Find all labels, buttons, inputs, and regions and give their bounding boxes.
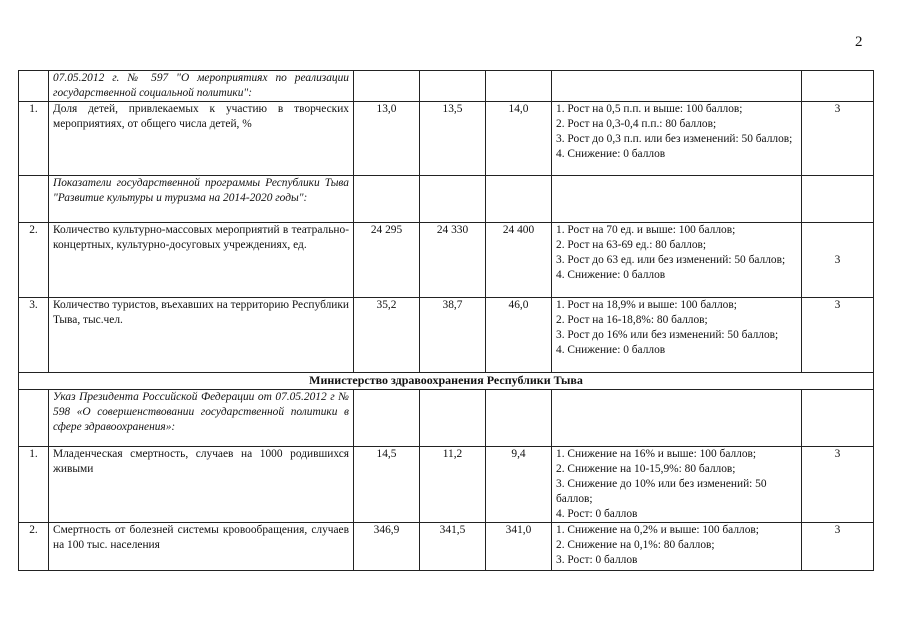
score-cell: 3: [802, 523, 874, 571]
table-row: [19, 223, 874, 298]
value-cell: [420, 390, 486, 447]
criterion-line: 2. Снижение на 10-15,9%: 80 баллов;: [556, 463, 736, 475]
criterion-line: 4. Рост: 0 баллов: [556, 508, 638, 520]
value-year-3: 341,0: [486, 523, 552, 571]
criteria-cell: [552, 223, 802, 298]
value-cell: [354, 390, 420, 447]
value-year-2: 341,5: [420, 523, 486, 571]
criterion-line: 3. Рост: 0 баллов: [556, 554, 638, 566]
indicator-name: Младенческая смертность, случаев на 1000 родившихся живыми: [49, 447, 354, 523]
criteria-cell: [552, 523, 802, 571]
value-year-3: 24 400: [486, 223, 552, 298]
value-cell: [420, 176, 486, 223]
value-year-2: 38,7: [420, 298, 486, 373]
row-number: [19, 390, 49, 447]
row-number: 1.: [19, 447, 49, 523]
header-row: [19, 176, 874, 223]
header-row: [19, 390, 874, 447]
score-cell: [802, 390, 874, 447]
criterion-line: 4. Снижение: 0 баллов: [556, 269, 666, 281]
table-row: [19, 523, 874, 571]
score-cell: 3: [802, 102, 874, 176]
value-year-2: 24 330: [420, 223, 486, 298]
row-number: [19, 71, 49, 102]
section-row: [19, 373, 874, 390]
value-year-1: 13,0: [354, 102, 420, 176]
value-cell: [486, 176, 552, 223]
table-row: [19, 102, 874, 176]
value-cell: [354, 176, 420, 223]
value-year-3: 46,0: [486, 298, 552, 373]
indicators-table: [18, 70, 874, 571]
criterion-line: 3. Рост до 63 ед. или без изменений: 50 баллов;: [556, 254, 786, 266]
page-number: 2: [855, 34, 863, 50]
criterion-line: 2. Рост на 16-18,8%: 80 баллов;: [556, 314, 708, 326]
criteria-cell: [552, 447, 802, 523]
row-number: 2.: [19, 223, 49, 298]
row-number: 1.: [19, 102, 49, 176]
criterion-line: 1. Снижение на 16% и выше: 100 баллов;: [556, 448, 757, 460]
criterion-line: 3. Снижение до 10% или без изменений: 50 баллов;: [556, 478, 767, 505]
value-year-1: 24 295: [354, 223, 420, 298]
criterion-line: 4. Снижение: 0 баллов: [556, 148, 666, 160]
indicator-name: Доля детей, привлекаемых к участию в творческих мероприятиях, от общего числа детей, %: [49, 102, 354, 176]
criterion-line: 1. Снижение на 0,2% и выше: 100 баллов;: [556, 524, 759, 536]
criterion-line: 3. Рост до 16% или без изменений: 50 баллов;: [556, 329, 779, 341]
value-year-1: 14,5: [354, 447, 420, 523]
value-year-2: 11,2: [420, 447, 486, 523]
value-year-2: 13,5: [420, 102, 486, 176]
criteria-cell: [552, 176, 802, 223]
score-cell: 3: [802, 447, 874, 523]
value-cell: [486, 390, 552, 447]
group-header-text: Показатели государственной программы Республики Тыва "Развитие культуры и туризма на 2014-2020 годы":: [49, 176, 354, 223]
value-year-3: 9,4: [486, 447, 552, 523]
row-number: 2.: [19, 523, 49, 571]
criterion-line: 4. Снижение: 0 баллов: [556, 344, 666, 356]
indicator-name: Смертность от болезней системы кровообращения, случаев на 100 тыс. населения: [49, 523, 354, 571]
criterion-line: 1. Рост на 0,5 п.п. и выше: 100 баллов;: [556, 103, 743, 115]
criterion-line: 2. Снижение на 0,1%: 80 баллов;: [556, 539, 715, 551]
criterion-line: 1. Рост на 18,9% и выше: 100 баллов;: [556, 299, 737, 311]
value-cell: [354, 71, 420, 102]
score-cell: 3: [802, 223, 874, 298]
indicator-name: Количество туристов, въехавших на территорию Республики Тыва, тыс.чел.: [49, 298, 354, 373]
criterion-line: 2. Рост на 63-69 ед.: 80 баллов;: [556, 239, 707, 251]
criterion-line: 2. Рост на 0,3-0,4 п.п.: 80 баллов;: [556, 118, 717, 130]
header-row: [19, 71, 874, 102]
criteria-cell: [552, 390, 802, 447]
criterion-line: 1. Рост на 70 ед. и выше: 100 баллов;: [556, 224, 736, 236]
criterion-line: 3. Рост до 0,3 п.п. или без изменений: 50 баллов;: [556, 133, 793, 145]
value-cell: [420, 71, 486, 102]
indicator-name: Количество культурно-массовых мероприятий в театрально-концертных, культурно-досуговых учреждениях, ед.: [49, 223, 354, 298]
table-row: [19, 447, 874, 523]
score-cell: 3: [802, 298, 874, 373]
score-cell: [802, 176, 874, 223]
value-cell: [486, 71, 552, 102]
score-cell: [802, 71, 874, 102]
row-number: [19, 176, 49, 223]
value-year-3: 14,0: [486, 102, 552, 176]
group-header-text: 07.05.2012 г. № 597 "О мероприятиях по реализации государственной социальной политики":: [49, 71, 354, 102]
criteria-cell: [552, 298, 802, 373]
criteria-cell: [552, 102, 802, 176]
section-title: Министерство здравоохранения Республики Тыва: [19, 373, 874, 390]
table-row: [19, 298, 874, 373]
criteria-cell: [552, 71, 802, 102]
value-year-1: 35,2: [354, 298, 420, 373]
row-number: 3.: [19, 298, 49, 373]
group-header-text: Указ Президента Российской Федерации от 07.05.2012 г № 598 «О совершенствовании государственной политики в сфере здравоохранения»:: [49, 390, 354, 447]
value-year-1: 346,9: [354, 523, 420, 571]
